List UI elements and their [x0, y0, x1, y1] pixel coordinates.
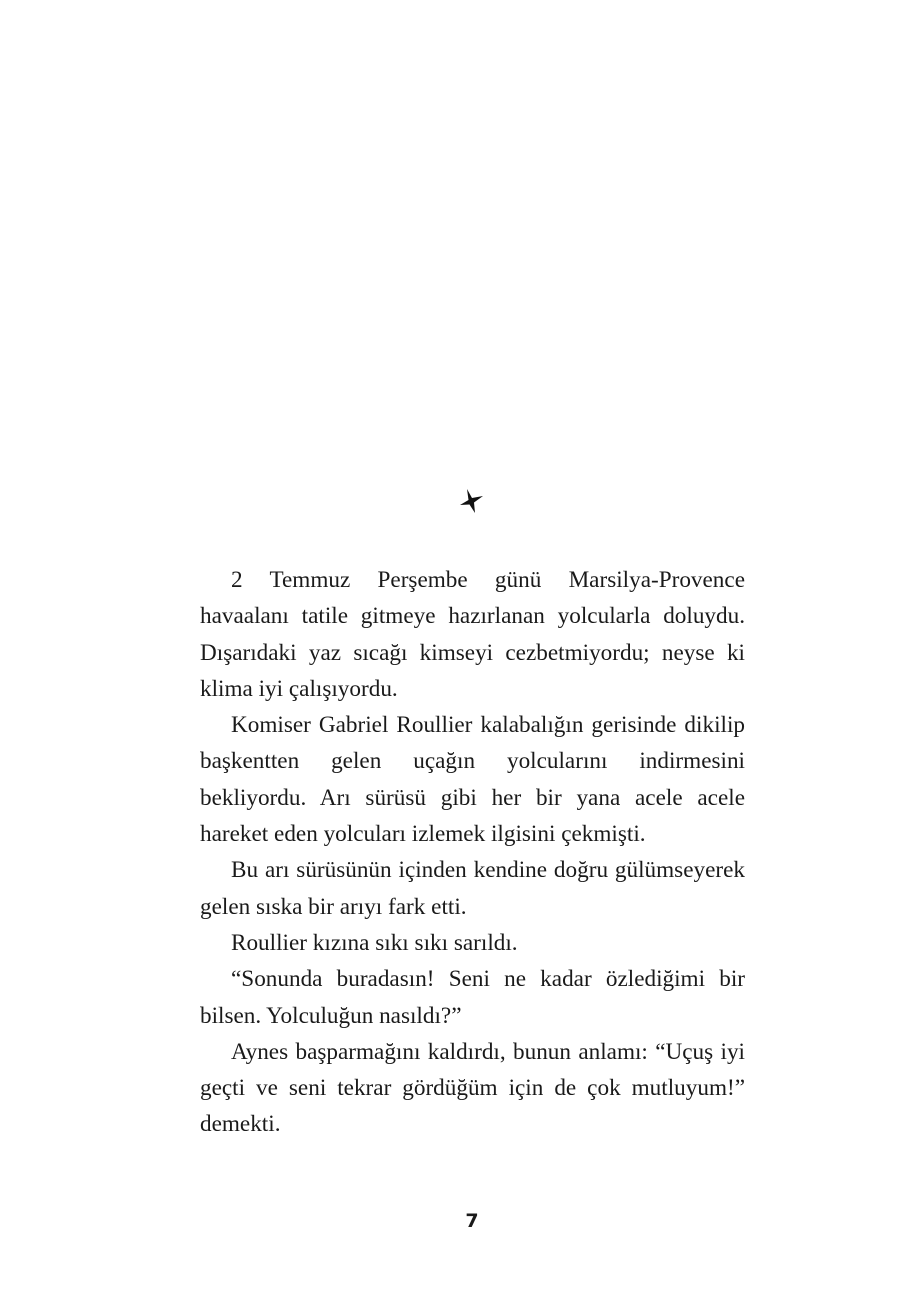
star-icon: [458, 487, 486, 515]
paragraph: Bu arı sürüsünün içinden kendine doğru gülümseyerek gelen sıska bir arıyı fark etti.: [200, 857, 745, 920]
body-text: [200, 562, 745, 1143]
paragraph: 2 Temmuz Perşembe günü Marsilya-Provence havaalanı tatile gitmeye hazırlanan yolcularla doluydu. Dışarıdaki yaz sıcağı kimseyi cezbetmiyordu; neyse ki klima iyi çalışıyordu.: [200, 567, 745, 702]
paragraph: “Sonunda buradasın! Seni ne kadar özlediğimi bir bilsen. Yolculuğun nasıldı?”: [200, 966, 745, 1029]
paragraph: Komiser Gabriel Roullier kalabalığın gerisinde dikilip başkentten gelen uçağın yolcularını indirmesini bekliyordu. Arı sürüsü gibi her bir yana acele acele hareket eden yolcuları izlemek ilgisini çekmişti.: [200, 712, 745, 848]
page-number: 7: [465, 1210, 479, 1232]
paragraph: Aynes başparmağını kaldırdı, bunun anlamı: “Uçuş iyi geçti ve seni tekrar gördüğüm için de çok mutluyum!” demekti.: [200, 1038, 745, 1138]
paragraph: Roullier kızına sıkı sıkı sarıldı.: [231, 929, 518, 956]
